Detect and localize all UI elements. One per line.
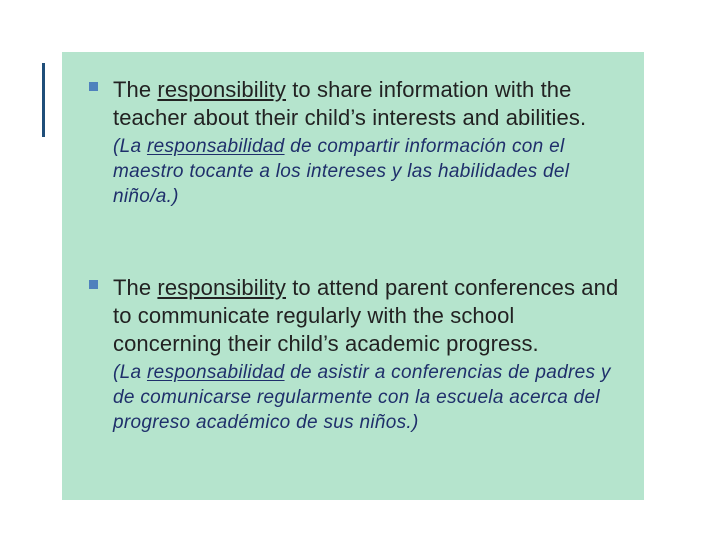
bullet-2-english-after: to attend parent conferences and to communicate regularly with the school concerning their child’s academic progress. [113,275,619,356]
bullet-1-spanish-underlined: responsabilidad [146,136,285,157]
square-bullet-icon [89,280,98,289]
accent-bar [42,63,45,137]
bullet-2-spanish-text [113,360,629,435]
bullet-2-spanish-underlined: responsabilidad [146,362,285,383]
bullet-item-1 [89,76,629,209]
bullet-1-english-before: The [113,77,158,102]
bullet-2-english-text [113,274,629,358]
bullet-1-spanish-text [113,134,629,209]
bullet-2-english-before: The [113,275,158,300]
bullet-1-english-text [113,76,629,132]
bullet-1-spanish-after: de compartir información con el maestro tocante a los intereses y las habilidades del niño/a.) [113,136,570,207]
content-panel [62,52,644,500]
bullet-2-spanish-after: de asistir a conferencias de padres y de comunicarse regularmente con la escuela acerca del progreso académico de sus niños.) [113,362,611,433]
bullet-2-english-underlined: responsibility [157,275,286,300]
bullet-item-2 [89,274,629,435]
square-bullet-icon [89,82,98,91]
bullet-1-spanish-before: (La [113,136,147,157]
bullet-1-english-underlined: responsibility [157,77,286,102]
bullet-2-spanish-before: (La [113,362,147,383]
bullet-1-english-after: to share information with the teacher about their child’s interests and abilities. [113,77,587,130]
